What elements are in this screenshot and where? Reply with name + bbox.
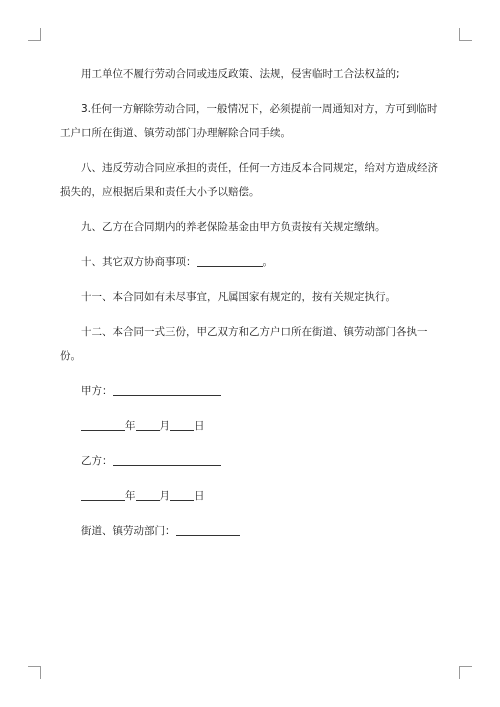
labor-dept-blank[interactable] xyxy=(176,523,240,536)
party-a-label: 甲方： xyxy=(81,385,113,397)
month-blank[interactable] xyxy=(136,418,160,431)
party-a-signature-blank[interactable] xyxy=(113,383,221,396)
month-label: 月 xyxy=(159,490,170,502)
year-blank[interactable] xyxy=(81,418,125,431)
party-b-signature-blank[interactable] xyxy=(113,453,221,466)
document-body xyxy=(60,62,445,554)
clause-other-matters xyxy=(60,250,445,274)
labor-dept-signature-line xyxy=(60,519,445,543)
clause-paragraph: 十一、本合同如有未尽事宜，凡属国家有规定的，按有关规定执行。 xyxy=(81,291,396,303)
day-blank[interactable] xyxy=(170,488,194,501)
year-blank[interactable] xyxy=(81,488,125,501)
month-blank[interactable] xyxy=(136,488,160,501)
crop-mark-top-left xyxy=(28,28,41,41)
other-matters-end: 。 xyxy=(262,256,273,268)
clause-paragraph: 十二、本合同一式三份，甲乙双方和乙方户口所在街道、镇劳动部门各执一份。 xyxy=(60,326,428,362)
clause-paragraph: 八、违反劳动合同应承担的责任，任何一方违反本合同规定，给对方造成经济损失的，应根据后果和责任大小予以赔偿。 xyxy=(60,162,438,198)
other-matters-label: 十、其它双方协商事项： xyxy=(81,256,197,268)
year-label: 年 xyxy=(125,420,136,432)
party-b-label: 乙方： xyxy=(81,455,113,467)
month-label: 月 xyxy=(159,420,170,432)
day-blank[interactable] xyxy=(170,418,194,431)
other-matters-blank[interactable] xyxy=(197,254,263,267)
clause-paragraph: 用工单位不履行劳动合同或违反政策、法规，侵害临时工合法权益的; xyxy=(81,68,400,80)
crop-mark-bottom-right xyxy=(459,666,472,679)
day-label: 日 xyxy=(194,420,205,432)
labor-dept-label: 街道、镇劳动部门： xyxy=(81,525,176,537)
crop-mark-top-right xyxy=(459,28,472,41)
crop-mark-bottom-left xyxy=(28,666,41,679)
party-b-signature-line xyxy=(60,449,445,473)
clause-paragraph: 九、乙方在合同期内的养老保险基金由甲方负责按有关规定缴纳。 xyxy=(81,221,386,233)
party-b-date-line xyxy=(60,484,445,508)
year-label: 年 xyxy=(125,490,136,502)
party-a-signature-line xyxy=(60,379,445,403)
day-label: 日 xyxy=(194,490,205,502)
party-a-date-line xyxy=(60,414,445,438)
clause-paragraph: 3.任何一方解除劳动合同，一般情况下，必须提前一周通知对方，方可到临时工户口所在街道、镇劳动部门办理解除合同手续。 xyxy=(60,103,438,139)
